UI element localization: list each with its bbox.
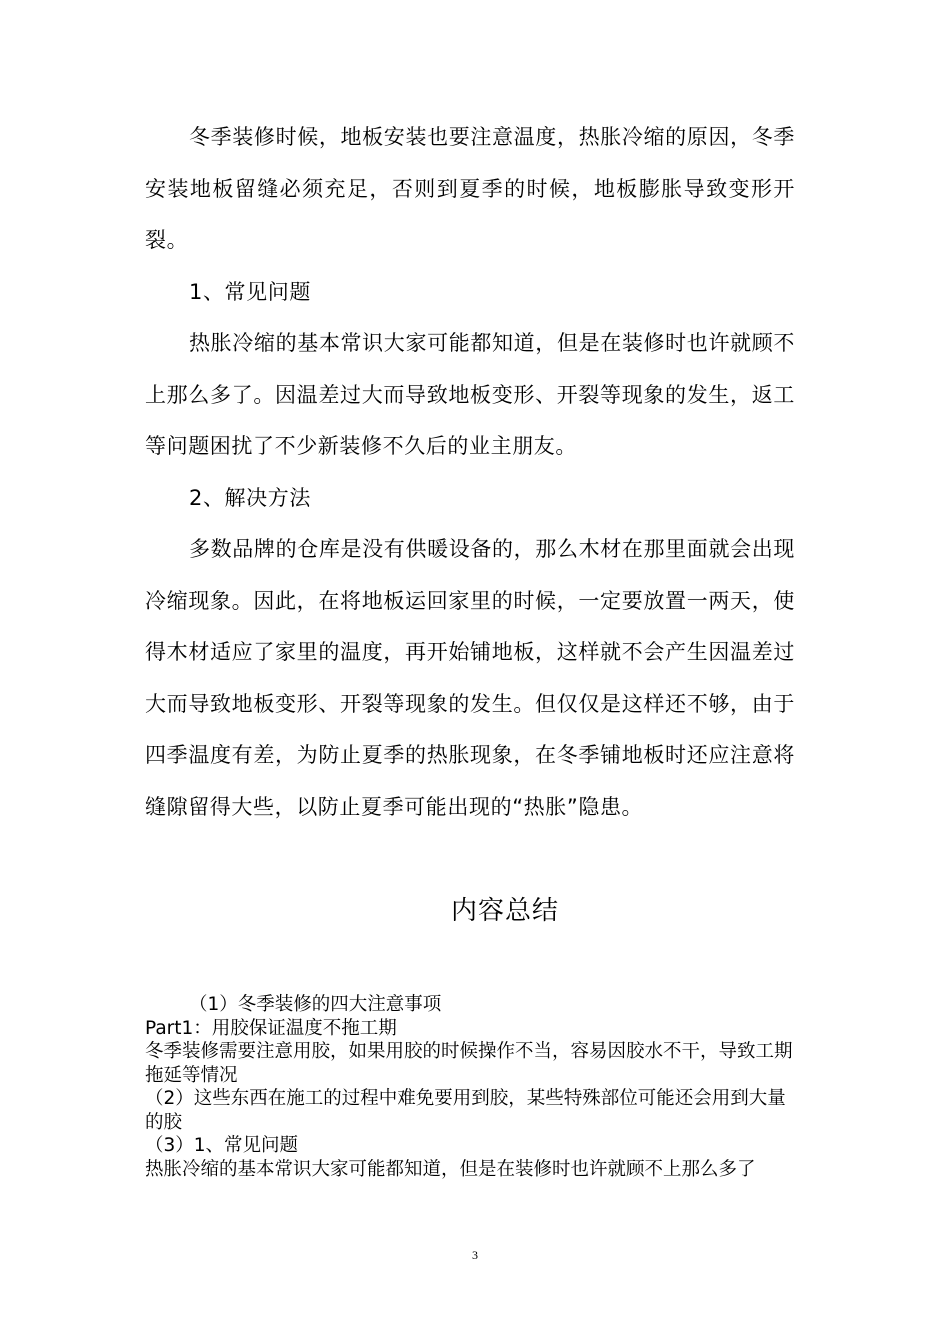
summary-title: 内容总结 [450,896,559,926]
heading-solutions: 2、解决方法 [189,485,311,510]
body-text [145,112,795,833]
summary-section [145,993,800,1181]
page-number: 3 [472,1248,478,1262]
paragraph-intro: 冬季装修时候，地板安装也要注意温度，热胀冷缩的原因，冬季安装地板留缝必须充足，否则到夏季的时候，地板膨胀导致变形开裂。 [145,125,795,252]
summary-line: （3）1、常见问题 [145,1135,299,1156]
summary-line: 热胀冷缩的基本常识大家可能都知道，但是在装修时也许就顾不上那么多了 [145,1158,756,1180]
paragraph-solutions: 多数品牌的仓库是没有供暖设备的，那么木材在那里面就会出现冷缩现象。因此，在将地板运回家里的时候，一定要放置一两天，使得木材适应了家里的温度，再开始铺地板，这样就不会产生因温差过大而导致地板变形、开裂等现象的发生。但仅仅是这样还不够，由于四季温度有差，为防止夏季的热胀现象，在冬季铺地板时还应注意将缝隙留得大些，以防止夏季可能出现的“热胀”隐患。 [145,537,795,819]
summary-line: 冬季装修需要注意用胶，如果用胶的时候操作不当，容易因胶水不干，导致工期拖延等情况 [145,1041,793,1086]
summary-line: （2）这些东西在施工的过程中难免要用到胶，某些特殊部位可能还会用到大量的胶 [145,1088,786,1133]
summary-line: （1）冬季装修的四大注意事项 [189,994,442,1015]
paragraph-problems: 热胀冷缩的基本常识大家可能都知道，但是在装修时也许就顾不上那么多了。因温差过大而导致地板变形、开裂等现象的发生，返工等问题困扰了不少新装修不久后的业主朋友。 [145,331,795,458]
heading-common-problems: 1、常见问题 [189,279,311,304]
summary-line: Part1：用胶保证温度不拖工期 [145,1017,397,1039]
